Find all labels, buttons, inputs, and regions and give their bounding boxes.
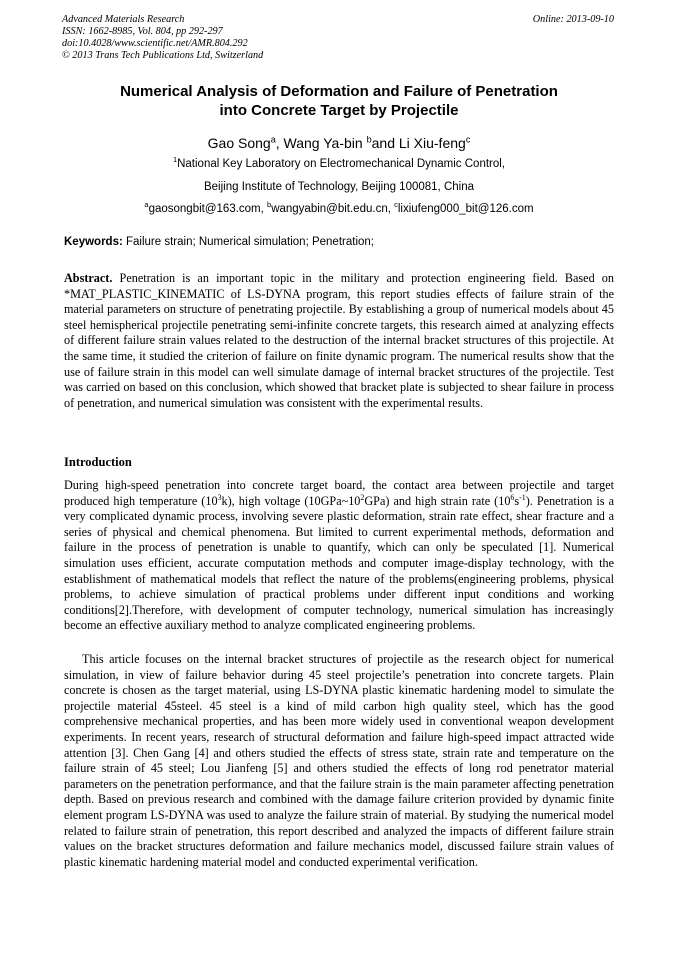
- abstract-text: Penetration is an important topic in the military and protection engineering field. Based on *MAT_PLASTIC_KINEMATIC of LS-DYNA program, this report studies effects of failure strain of the material parameters on structure of penetrating projectile. By establishing a group of numerical models about 45 steel hemispherical projectile penetrating semi-infinite concrete targets, this research aimed at analyzing effects of different failure strain values related to the destruction of the internal bracket structures of this projectile. At the same time, it studied the criterion of failure on finite dynamic program. The numerical results show that the use of failure strain in this model can well simulate damage of internal bracket structures of the projectile. Test was carried on based on this conclusion, which showed that bracket plate is subjected to shear failure in process of penetration, and numerical simulation was consistent with the experimental results.: [64, 271, 614, 410]
- p1-part-a: During high-speed penetration into concrete target board, the contact area between projectile and target produced high temperature (10: [64, 478, 614, 508]
- paper-title-line-1: Numerical Analysis of Deformation and Failure of Penetration: [120, 83, 558, 100]
- journal-name: Advanced Materials Research: [62, 14, 185, 25]
- abstract-label: Abstract.: [64, 271, 113, 285]
- p1-part-c: GPa) and high strain rate (10: [364, 493, 511, 508]
- section-heading-introduction: Introduction: [64, 455, 132, 469]
- keywords-label: Keywords:: [64, 236, 123, 248]
- author-1: Gao Song: [207, 135, 271, 151]
- p1-sup-4: -1: [519, 492, 526, 502]
- email-mark-b: b: [267, 200, 272, 210]
- p1-part-e: ). Penetration is a very complicated dynamic process, involving severe plastic deformation, strain rate effect, shear fracture and a series of physical and chemical phenomena. But limited to current experimental methods, deformation and failure in the process of penetration is unable to quantify, which can only be speculated [1]. Numerical simulation uses efficient, accurate computation methods and computer image-display technology, with the establishment of mathematical models that reflect the nature of the problems(engineering problems, physical problems, to achieve simulation of practical problems under different input conditions and working conditions[2].Therefore, with development of computer technology, numerical simulation has increasingly become an effective auxiliary method to analyze complicated engineering problems.: [64, 493, 614, 633]
- affiliation-text-1: National Key Laboratory on Electromechanical Dynamic Control,: [177, 158, 506, 170]
- issn-line: ISSN: 1662-8985, Vol. 804, pp 292-297: [62, 26, 223, 37]
- email-a[interactable]: gaosongbit@163.com,: [148, 203, 268, 215]
- author-2: , Wang Ya-bin: [275, 135, 367, 151]
- p1-sup-1: 3: [217, 492, 222, 502]
- author-3: and Li Xiu-feng: [371, 135, 466, 151]
- abstract: [64, 271, 614, 411]
- p1-sup-3: 6: [510, 492, 515, 502]
- email-c[interactable]: lixiufeng000_bit@126.com: [397, 203, 534, 215]
- email-mark-c: c: [394, 200, 398, 210]
- affiliation-line-1: [40, 155, 638, 170]
- p1-part-b: k), high voltage (10GPa~10: [221, 493, 361, 508]
- keywords-text: Failure strain; Numerical simulation; Penetration;: [122, 236, 374, 248]
- affiliation-line-2: Beijing Institute of Technology, Beijing 100081, China: [203, 181, 474, 193]
- doi-line: doi:10.4028/www.scientific.net/AMR.804.292: [62, 38, 248, 49]
- intro-paragraph-2: This article focuses on the internal bracket structures of projectile as the research object for numerical simulation, in view of failure behavior during 45 steel projectile’s penetration into concrete targets. Plain concrete is chosen as the target material, using LS-DYNA plastic kinematic hardening model to simulate the projectile material 45steel. 45 steel is a kind of mild carbon high quality steel, which has the good comprehensive mechanical properties, and has been more widely used in conventional weapon development experiments. In recent years, research of structural deformation and failure high-speed impact attracted wide attention [3]. Chen Gang [4] and others studied the effects of stress state, strain rate and temperature on the failure strain of 45 steel; Lou Jianfeng [5] and others studied the effects of long rod penetrator material parameters on the penetration performance, and that the failure strain is the main parameter affecting penetration depth. Based on previous research and combined with the damage failure criterion provided by dynamic finite element program LS-DYNA was used to analyze the failure strain of material. By studying the numerical model related to failure strain of penetration, this report described and analyzed the impacts of different failure strain values on the bracket structures deformation and failure mechanics model, discussed failure strain values of plastic kinematic hardening material model and conducted experimental verification.: [64, 652, 614, 869]
- email-line: [40, 200, 638, 215]
- affiliation-mark: 1: [172, 155, 178, 165]
- author-1-mark: a: [270, 134, 276, 145]
- author-2-mark: b: [366, 134, 372, 145]
- author-line: [40, 135, 638, 151]
- author-3-mark: c: [465, 134, 471, 145]
- p1-part-d: s: [514, 493, 520, 508]
- copyright-line: © 2013 Trans Tech Publications Ltd, Switzerland: [62, 50, 264, 61]
- keywords: [64, 236, 374, 248]
- paper-title-line-2: into Concrete Target by Projectile: [219, 102, 459, 119]
- online-date: Online: 2013-09-10: [532, 14, 614, 25]
- p1-sup-2: 2: [360, 492, 365, 502]
- intro-paragraph-1: [64, 478, 614, 634]
- email-mark-a: a: [144, 200, 149, 210]
- email-b[interactable]: wangyabin@bit.edu.cn,: [271, 203, 395, 215]
